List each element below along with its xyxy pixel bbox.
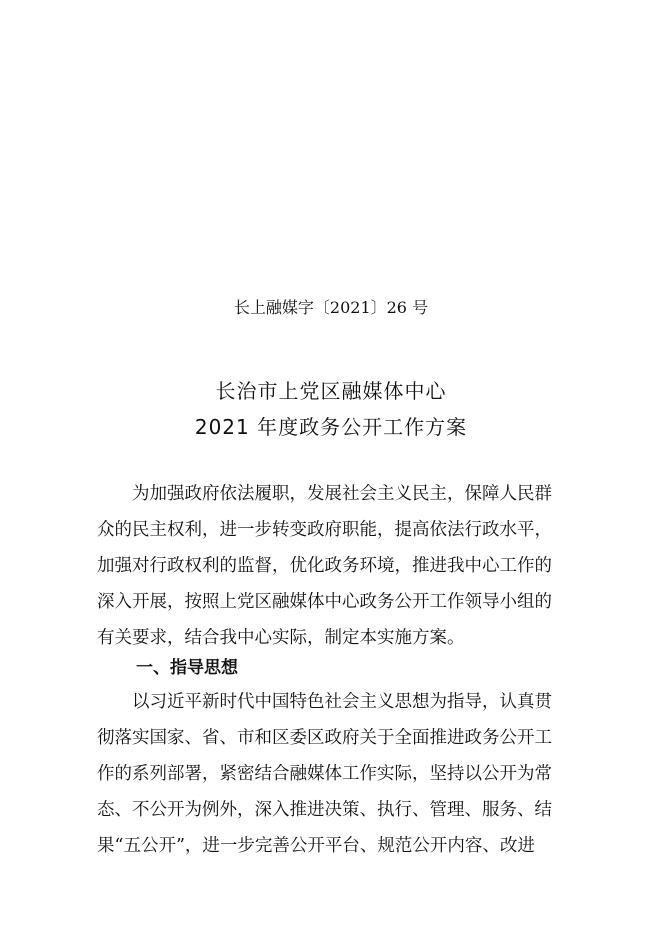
paragraph-line: 众的民主权利，进一步转变政府职能，提高依法行政水平， (97, 520, 552, 540)
intro-paragraph (97, 476, 577, 656)
paragraph-line: 深入开展，按照上党区融媒体中心政务公开工作领导小组的 (97, 592, 552, 612)
paragraph-line: 彻落实国家、省、市和区委区政府关于全面推进政务公开工 (97, 728, 552, 748)
section-heading: 一、指导思想 (136, 658, 238, 678)
paragraph-line: 果“五公开”，进一步完善公开平台、规范公开内容、改进 (97, 836, 535, 856)
section-paragraph (97, 684, 577, 864)
paragraph-line: 为加强政府依法履职，发展社会主义民主，保障人民群 (132, 484, 552, 504)
document-title-line-2: 2021 年度政务公开工作方案 (194, 415, 468, 439)
document-title-line-1: 长治市上党区融媒体中心 (215, 379, 447, 403)
paragraph-line: 作的系列部署，紧密结合融媒体工作实际，坚持以公开为常 (97, 764, 552, 784)
paragraph-line: 有关要求，结合我中心实际，制定本实施方案。 (97, 628, 465, 648)
paragraph-line: 以习近平新时代中国特色社会主义思想为指导，认真贯 (132, 692, 552, 712)
paragraph-line: 加强对行政权利的监督，优化政务环境，推进我中心工作的 (97, 556, 552, 576)
paragraph-line: 态、不公开为例外，深入推进决策、执行、管理、服务、结 (97, 800, 552, 820)
document-number: 长上融媒字〔2021〕26 号 (233, 298, 429, 317)
